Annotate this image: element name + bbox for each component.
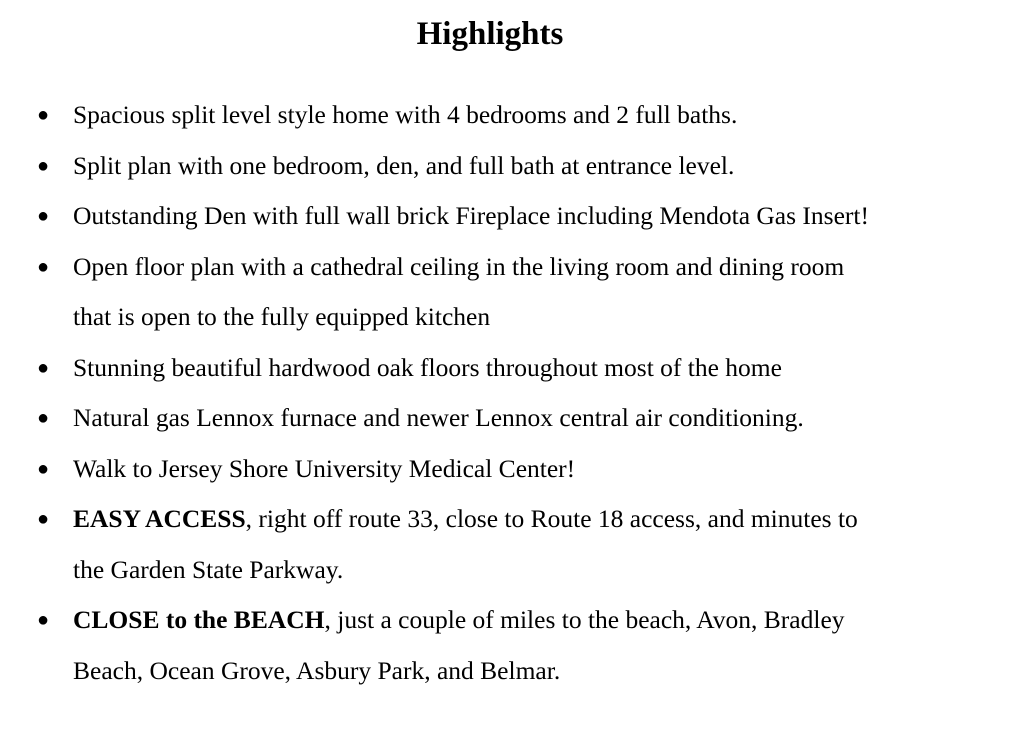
bullet-icon: ● bbox=[37, 508, 50, 530]
bullet-icon: ● bbox=[37, 457, 50, 480]
bullet-icon: ● bbox=[37, 609, 50, 631]
item-text: Outstanding Den with full wall brick Fireplace including Mendota Gas Insert! bbox=[73, 201, 869, 230]
list-item bbox=[0, 90, 1010, 141]
highlights-list bbox=[0, 90, 1010, 696]
bullet-icon: ● bbox=[37, 255, 50, 278]
item-text: that is open to the fully equipped kitchen bbox=[73, 302, 491, 331]
bullet-icon: ● bbox=[37, 154, 50, 177]
item-line bbox=[73, 393, 1010, 444]
item-text: Spacious split level style home with 4 bedrooms and 2 full baths. bbox=[73, 100, 738, 129]
item-text: Open floor plan with a cathedral ceiling in the living room and dining room bbox=[73, 251, 845, 281]
item-line bbox=[73, 595, 1010, 646]
item-text: Split plan with one bedroom, den, and full bath at entrance level. bbox=[73, 150, 735, 180]
bullet-icon: ● bbox=[37, 205, 50, 227]
item-line bbox=[73, 343, 1010, 394]
item-line bbox=[73, 444, 1010, 495]
item-text: Stunning beautiful hardwood oak floors throughout most of the home bbox=[73, 352, 782, 382]
list-item bbox=[0, 444, 1010, 495]
item-text: Beach, Ocean Grove, Asbury Park, and Belmar. bbox=[73, 655, 561, 685]
item-text: , just a couple of miles to the beach, Avon, Bradley bbox=[324, 605, 845, 634]
item-bold-text: CLOSE to the BEACH bbox=[73, 605, 325, 634]
item-text: , right off route 33, close to Route 18 access, and minutes to bbox=[245, 504, 858, 533]
item-line bbox=[73, 494, 1010, 545]
list-item bbox=[0, 191, 1010, 242]
bullet-icon: ● bbox=[37, 356, 50, 379]
item-line bbox=[73, 242, 1010, 293]
list-item bbox=[0, 393, 1010, 444]
item-line bbox=[73, 90, 1010, 141]
list-item bbox=[0, 141, 1010, 192]
item-bold-text: EASY ACCESS bbox=[73, 504, 246, 533]
list-item bbox=[0, 343, 1010, 394]
item-line bbox=[73, 545, 1010, 596]
item-line bbox=[73, 141, 1010, 192]
item-text: Walk to Jersey Shore University Medical Center! bbox=[73, 453, 576, 483]
item-text: Natural gas Lennox furnace and newer Lennox central air conditioning. bbox=[73, 403, 804, 432]
bullet-icon: ● bbox=[37, 104, 50, 126]
bullet-icon: ● bbox=[37, 407, 50, 429]
page-title: Highlights bbox=[416, 16, 564, 52]
list-item bbox=[0, 494, 1010, 595]
list-item bbox=[0, 595, 1010, 696]
item-line bbox=[73, 292, 1010, 343]
item-text: the Garden State Parkway. bbox=[73, 554, 344, 584]
item-line bbox=[73, 191, 1010, 242]
item-line bbox=[73, 646, 1010, 697]
list-item bbox=[0, 242, 1010, 343]
